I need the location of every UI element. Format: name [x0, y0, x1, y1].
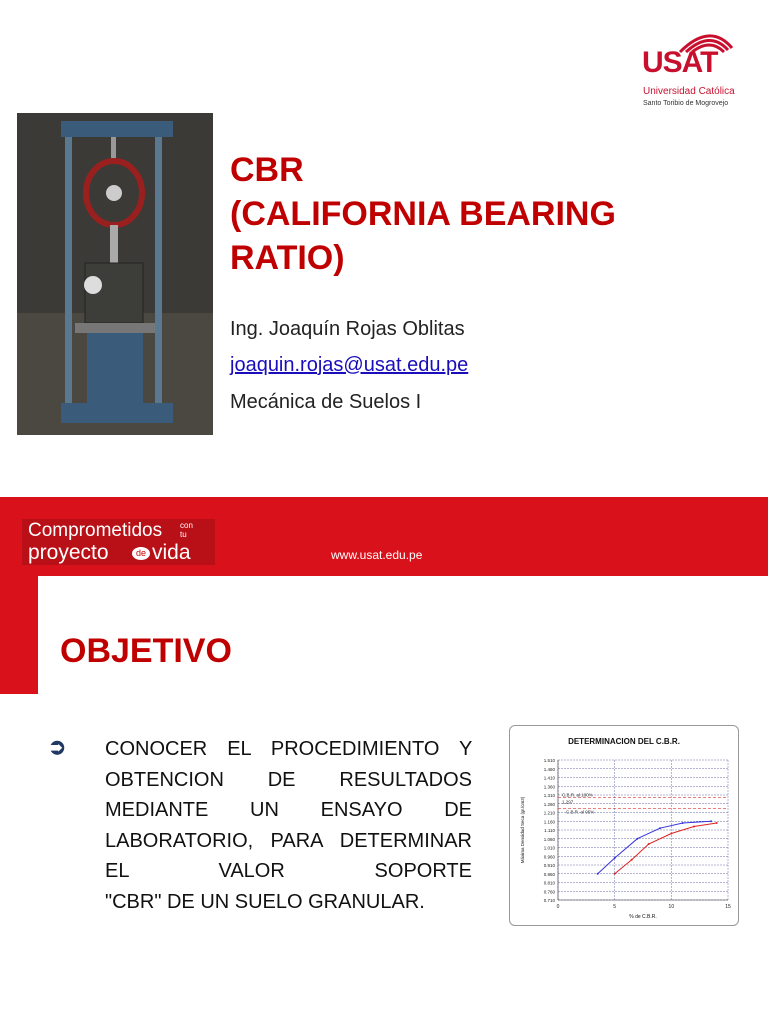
data-point [648, 843, 650, 845]
x-tick-label: 15 [725, 904, 731, 910]
annotation-95: C.B.R. al 95% [566, 809, 595, 815]
objective-slide [0, 576, 768, 1024]
data-point [614, 857, 616, 859]
x-tick-label: 0 [556, 904, 560, 910]
usat-logo [640, 20, 740, 107]
y-tick-label: 0.960 [543, 854, 555, 860]
y-axis-label: Máxima Densidad Seca (gr./cm3) [520, 796, 525, 864]
annotation-100: C.B.R. al 100% [562, 792, 593, 798]
data-point [597, 873, 599, 875]
title-line-1: CBR [230, 151, 304, 189]
objective-line: OBTENCION DE RESULTADOS [105, 768, 472, 791]
y-tick-label: 1.310 [543, 793, 555, 798]
y-tick-label: 1.060 [543, 836, 555, 842]
logo-university-name: Universidad Católica [643, 86, 735, 97]
logo-university-subname: Santo Toribio de Mogrovejo [643, 100, 729, 107]
data-point [670, 833, 672, 835]
y-tick-label: 0.710 [543, 898, 555, 903]
objective-line: LABORATORIO, PARA [105, 829, 323, 852]
logo-wordmark: USAT [642, 46, 718, 79]
x-tick-label: 10 [668, 904, 675, 910]
objective-line: MEDIANTE UN ENSAYO DE [105, 799, 472, 821]
author-email-link[interactable]: joaquin.rojas@usat.edu.pe [230, 354, 469, 376]
cbr-machine-illustration [17, 113, 213, 435]
y-tick-label: 1.010 [543, 845, 555, 851]
objective-line: CONOCER EL PROCEDIMIENTO Y [105, 738, 472, 760]
y-tick-label: 1.460 [543, 766, 555, 772]
y-tick-label: 1.160 [543, 819, 555, 825]
slogan-word-3: vida [152, 541, 191, 564]
data-point [693, 826, 695, 828]
data-point [682, 822, 684, 824]
website-link[interactable]: www.usat.edu.pe [331, 548, 423, 562]
y-tick-label: 1.260 [543, 801, 555, 807]
y-tick-label: 1.510 [543, 758, 555, 763]
y-tick-label: 0.860 [543, 871, 555, 877]
slogan-de-bubble: de [132, 547, 150, 560]
title-line-2: (CALIFORNIA BEARING [230, 195, 616, 233]
y-tick-label: 0.760 [543, 889, 555, 895]
cbr-machine-photo [17, 113, 213, 435]
y-tick-label: 1.110 [544, 828, 555, 833]
slogan-badge [22, 519, 215, 565]
y-tick-label: 1.360 [543, 784, 555, 790]
left-accent-bar [0, 576, 38, 694]
cbr-chart [509, 725, 739, 926]
data-point [659, 827, 661, 829]
cbr-chart-svg [510, 726, 738, 925]
section-title: OBJETIVO [60, 632, 232, 670]
author-name: Ing. Joaquín Rojas Oblitas [230, 318, 465, 340]
annotation-value: 1.297 [562, 799, 574, 805]
objective-line: DETERMINAR EL VALOR SOPORTE [105, 829, 472, 882]
data-point [716, 822, 718, 824]
y-tick-label: 1.210 [543, 810, 555, 816]
data-point [614, 873, 616, 875]
data-point [710, 820, 712, 822]
title-line-3: RATIO) [230, 239, 345, 277]
y-tick-label: 1.410 [543, 775, 555, 781]
slide-title [230, 148, 710, 280]
x-tick-label: 5 [613, 904, 617, 910]
data-point [636, 838, 638, 840]
objective-text [105, 734, 472, 917]
course-name: Mecánica de Suelos I [230, 391, 422, 413]
series-line [615, 823, 717, 874]
slogan-word-2: proyecto [28, 541, 109, 564]
y-tick-label: 0.810 [543, 880, 555, 886]
objective-line: "CBR" DE UN SUELO GRANULAR. [105, 890, 425, 913]
data-point [631, 859, 633, 861]
slogan-word-1: Comprometidos [28, 520, 163, 541]
slogan-small-words: con tu [180, 521, 193, 539]
y-tick-label: 0.910 [543, 863, 555, 868]
arrow-bullet-icon: ➲ [48, 734, 67, 759]
x-axis-label: % de C.B.R. [629, 914, 657, 920]
chart-title: DETERMINACION DEL C.B.R. [568, 737, 680, 746]
